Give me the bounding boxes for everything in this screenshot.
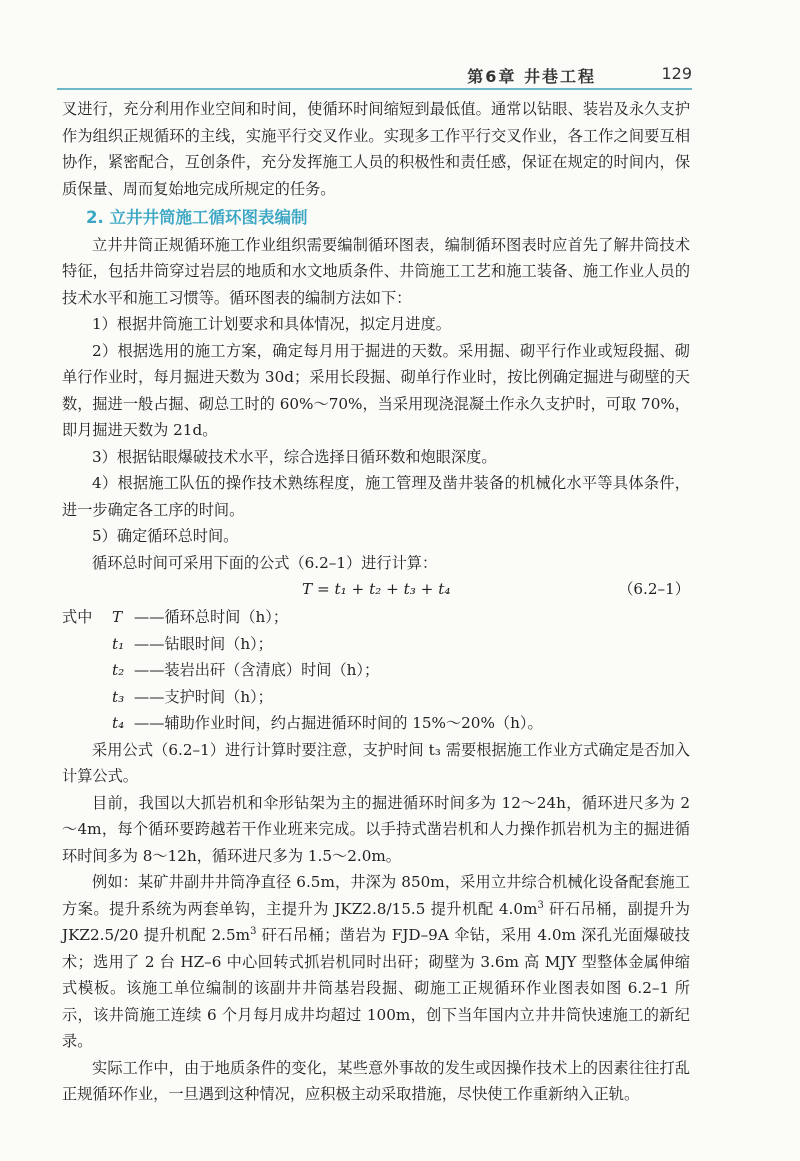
paragraph-3: 采用公式（6.2–1）进行计算时要注意，支护时间 t₃ 需要根据施工作业方式确定是否加入计算公式。: [62, 740, 690, 785]
definition-text: ——支护时间（h）；: [134, 687, 273, 706]
formula-intro: 循环总时间可采用下面的公式（6.2–1）进行计算：: [92, 553, 438, 572]
paragraph-5: [62, 869, 690, 1055]
definition-symbol: T: [112, 608, 123, 626]
definition-row: [62, 604, 690, 631]
formula: T = t₁ + t₂ + t₃ + t₄: [302, 580, 451, 598]
paragraph-5-part-c: 矸石吊桶；凿岩为 FJD–9A 伞钻，采用 4.0m 深孔光面爆破技术；选用了 2 台 HZ–6 中心回转式抓岩机同时出矸；砌壁为 3.6m 高 MJY 型整体金属伸缩式模板。该施工单位编制的该副井井筒基岩段掘、砌施工正规循环作业图表如图 6.2–1 所示，该井筒施工连续 6 个月每月成井均超过 100m，创下当年国内立井井筒快速施工的新纪录。: [62, 926, 690, 1050]
paragraph-1: 叉进行，充分利用作业空间和时间，使循环时间缩短到最低值。通常以钻眼、装岩及永久支护作为组织正规循环的主线，实施平行交叉作业。实现多工作平行交叉作业，各工作之间要互相协作，紧密配合，互创条件，充分发挥施工人员的积极性和责任感，保证在规定的时间内，保质保量、周而复始地完成所规定的任务。: [62, 100, 690, 198]
symbol-definitions: [62, 604, 690, 737]
list-item-2: 2）根据选用的施工方案，确定每月用于掘进的天数。采用掘、砌平行作业或短段掘、砌单行作业时，每月掘进天数为 30d；采用长段掘、砌单行作业时，按比例确定掘进与砌壁的天数，掘进一般占掘、砌总工时的 60%～70%，当采用现浇混凝土作永久支护时，可取 70%，即月掘进天数为 21d。: [62, 341, 690, 439]
formula-line: [62, 576, 690, 604]
page-header: [57, 60, 692, 90]
formula-number: （6.2–1）: [618, 580, 690, 598]
definition-text: ——循环总时间（h）；: [134, 608, 289, 626]
paragraph-5-part-a: 例如：某矿井副井井筒净直径 6.5m，井深为 850m，采用立井综合机械化设备配套施工方案。提升系统为两套单钩，主提升为 JKZ2.8/15.5 提升机配 4.0m: [62, 873, 690, 918]
chapter-title: 第6章 井巷工程: [467, 67, 596, 86]
definition-text: ——辅助作业时间，约占掘进循环时间的 15%～20%（h）。: [134, 714, 543, 732]
paragraph-4: 目前，我国以大抓岩机和伞形钻架为主的掘进循环时间多为 12～24h，循环进尺多为 2～4m，每个循环要跨越若干作业班来完成。以手持式凿岩机和人力操作抓岩机为主的掘进循环时间多为 8～12h，循环进尺多为 1.5～2.0m。: [62, 793, 690, 865]
definition-text: ——钻眼时间（h）；: [134, 634, 273, 653]
superscript-3: 3: [250, 925, 257, 937]
definition-symbol: t₁: [112, 634, 125, 653]
definition-row: [62, 684, 690, 711]
superscript-3: 3: [537, 899, 544, 911]
list-item-5: 5）确定循环总时间。: [92, 527, 239, 545]
definition-row: [62, 657, 690, 684]
definition-row: [62, 710, 690, 737]
definition-symbol: t₂: [112, 661, 125, 679]
definition-text: ——装岩出矸（含清底）时间（h）；: [134, 661, 380, 679]
paragraph-2: 立井井筒正规循环施工作业组织需要编制循环图表，编制循环图表时应首先了解井筒技术特征，包括井筒穿过岩层的地质和水文地质条件、井筒施工工艺和施工装备、施工作业人员的技术水平和施工习惯等。循环图表的编制方法如下：: [62, 235, 690, 307]
paragraph-6: 实际工作中，由于地质条件的变化，某些意外事故的发生或因操作技术上的因素往往打乱正规循环作业，一旦遇到这种情况，应积极主动采取措施，尽快使工作重新纳入正轨。: [62, 1058, 690, 1103]
paragraph-5-part-b: 矸石吊桶，副提升为 JKZ2.5/20 提升机配 2.5m: [62, 899, 690, 944]
list-item-3: 3）根据钻眼爆破技术水平，综合选择日循环数和炮眼深度。: [92, 447, 497, 466]
list-item-1: 1）根据井筒施工计划要求和具体情况，拟定月进度。: [92, 315, 451, 333]
page-number: 129: [661, 64, 692, 83]
definition-symbol: t₄: [112, 714, 125, 732]
section-heading: 2. 立井井筒施工循环图表编制: [86, 208, 308, 227]
definition-row: [62, 631, 690, 658]
page-content: [62, 96, 690, 1108]
definitions-label: 式中: [62, 608, 93, 626]
definition-symbol: t₃: [112, 687, 125, 706]
list-item-4: 4）根据施工队伍的操作技术熟练程度，施工管理及凿井装备的机械化水平等具体条件，进一步确定各工序的时间。: [62, 474, 690, 519]
